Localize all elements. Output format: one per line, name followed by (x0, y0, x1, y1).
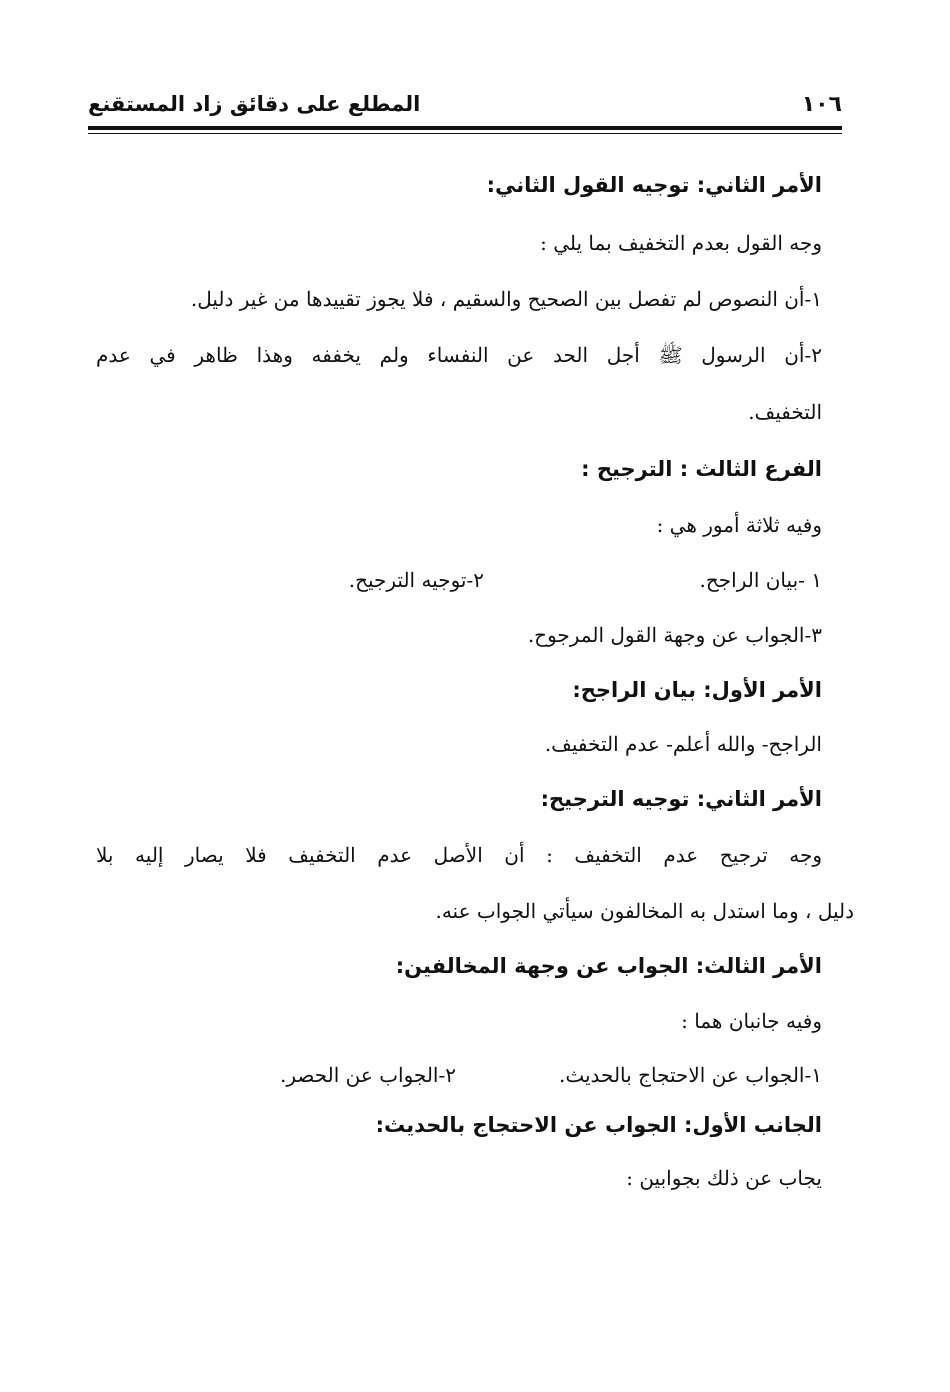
list-item: ٢-توجيه الترجيح. (348, 568, 484, 592)
paragraph-continuation: التخفيف. (748, 400, 822, 424)
header-rule-thin (88, 133, 842, 134)
paragraph: وجه القول بعدم التخفيف بما يلي : (540, 231, 822, 255)
list-item: ٣-الجواب عن وجهة القول المرجوح. (527, 623, 822, 647)
list-item: ١-الجواب عن الاحتجاج بالحديث. (558, 1063, 822, 1087)
paragraph: وفيه جانبان هما : (681, 1009, 822, 1033)
list-item: ٢-الجواب عن الحصر. (280, 1063, 456, 1087)
section-heading: الأمر الثاني: توجيه القول الثاني: (486, 173, 822, 197)
header-rule-thick (88, 126, 842, 130)
page-header (88, 90, 842, 122)
paragraph: يجاب عن ذلك بجوابين : (626, 1166, 822, 1190)
paragraph-continuation: دليل ، وما استدل به المخالفون سيأتي الجواب عنه. (435, 899, 854, 923)
paragraph: وجه ترجيح عدم التخفيف : أن الأصل عدم التخفيف فلا يصار إليه بلا (96, 843, 822, 867)
section-heading: الجانب الأول: الجواب عن الاحتجاج بالحديث: (375, 1113, 822, 1137)
page-number: ١٠٦ (801, 92, 842, 117)
paragraph: وفيه ثلاثة أمور هي : (656, 513, 822, 537)
list-item: ٢-أن الرسول ﷺ أجل الحد عن النفساء ولم يخففه وهذا ظاهر في عدم (96, 343, 822, 367)
section-heading: الأمر الأول: بيان الراجح: (572, 678, 822, 702)
list-item: ١ -بيان الراجح. (699, 568, 822, 592)
paragraph: الراجح- والله أعلم- عدم التخفيف. (544, 732, 822, 756)
section-heading: الأمر الثاني: توجيه الترجيح: (540, 787, 822, 811)
section-heading: الأمر الثالث: الجواب عن وجهة المخالفين: (395, 954, 822, 978)
list-item: ١-أن النصوص لم تفصل بين الصحيح والسقيم ، فلا يجوز تقييدها من غير دليل. (190, 287, 822, 311)
running-title: المطلع على دقائق زاد المستقنع (88, 92, 421, 116)
section-heading: الفرع الثالث : الترجيح : (581, 457, 822, 481)
